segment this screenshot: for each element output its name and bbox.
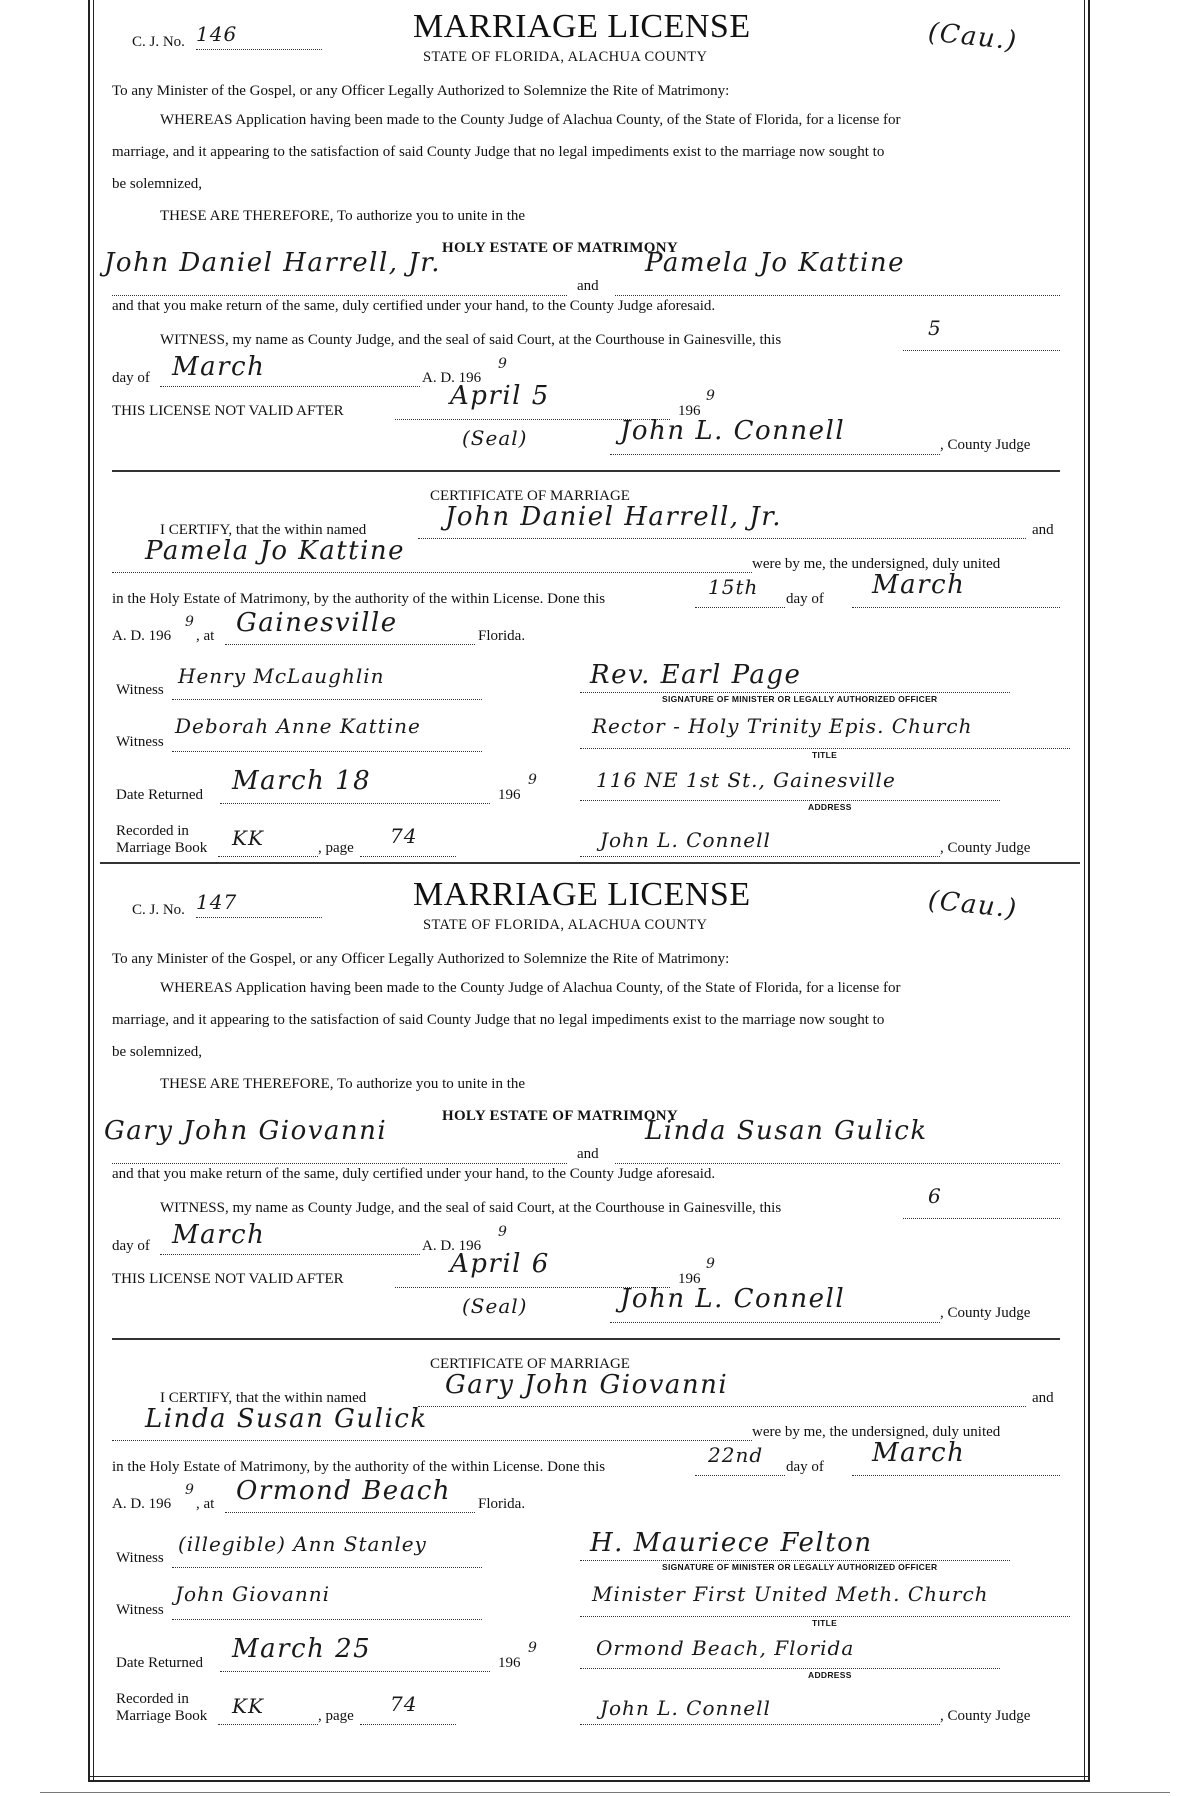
cert-year-digit: 9 [185, 614, 194, 630]
officiant-caption: SIGNATURE OF MINISTER OR LEGALLY AUTHORIZED OFFICER [662, 694, 938, 704]
certify-text: I CERTIFY, that the within named [160, 1390, 367, 1406]
date-returned: March 18 [232, 766, 372, 796]
ad-year-digit: 9 [498, 356, 507, 372]
not-valid-year-label: 196 [678, 403, 701, 419]
not-valid-date: April 6 [450, 1249, 550, 1279]
frame-bottom-outer [40, 1792, 1170, 1793]
cert-groom-name: John Daniel Harrell, Jr. [445, 502, 783, 532]
witness-1-label: Witness [116, 682, 164, 698]
officiant-caption: SIGNATURE OF MINISTER OR LEGALLY AUTHORIZED OFFICER [662, 1562, 938, 1572]
returned-year-label: 196 [498, 1655, 521, 1671]
frame-left [88, 0, 90, 1782]
not-valid-year-label: 196 [678, 1271, 701, 1287]
recorder-signature: John L. Connell [600, 1696, 771, 1720]
ad-label: A. D. 196 [422, 370, 482, 386]
recorder-line [580, 856, 940, 857]
witness-1-line [172, 699, 482, 700]
address-line: To any Minister of the Gospel, or any Officer Legally Authorized to Solemnize the Rite of Matrimony: [112, 83, 730, 99]
done-day: 22nd [708, 1443, 764, 1467]
officiant-address: 116 NE 1st St., Gainesville [596, 768, 896, 792]
done-day: 15th [708, 575, 759, 599]
judge-signature-line [610, 454, 940, 455]
cj-number: 146 [196, 22, 238, 46]
title-caption: TITLE [812, 750, 838, 760]
license-subtitle: STATE OF FLORIDA, ALACHUA COUNTY [423, 49, 708, 65]
judge-signature: John L. Connell [620, 1284, 846, 1314]
judge-signature: John L. Connell [620, 416, 846, 446]
recorder-signature: John L. Connell [600, 828, 771, 852]
recorder-label: , County Judge [940, 840, 1031, 856]
witness-1-label: Witness [116, 1550, 164, 1566]
done-month-line [852, 1475, 1060, 1476]
holy-estate-heading: HOLY ESTATE OF MATRIMONY [442, 1108, 678, 1124]
month-line [160, 1254, 420, 1255]
holy-matrimony-text: in the Holy Estate of Matrimony, by the authority of the within License. Done this [112, 1459, 606, 1475]
ad-year-digit: 9 [498, 1224, 507, 1240]
cj-number-label: C. J. No. [132, 902, 185, 918]
cert-groom-line [418, 538, 1026, 539]
return-line: and that you make return of the same, duly certified under your hand, to the County Judge aforesaid. [112, 298, 716, 314]
address-caption: ADDRESS [808, 802, 852, 812]
groom-line [112, 295, 567, 296]
book-line [218, 856, 318, 857]
done-day-of: day of [786, 591, 824, 607]
holy-matrimony-text: in the Holy Estate of Matrimony, by the authority of the within License. Done this [112, 591, 606, 607]
cert-and-word: and [1032, 522, 1054, 538]
license-subtitle: STATE OF FLORIDA, ALACHUA COUNTY [423, 917, 708, 933]
recorded-label-1: Recorded in [116, 1691, 189, 1707]
cert-at-label: , at [196, 628, 215, 644]
page-label: , page [318, 840, 354, 856]
recorder-line [580, 1724, 940, 1725]
marriage-place: Ormond Beach [236, 1476, 452, 1506]
cert-bride-name: Pamela Jo Kattine [145, 536, 406, 566]
whereas-line-2: marriage, and it appearing to the satisfaction of said County Judge that no legal impediments exist to the marriage now sought to [112, 1012, 885, 1028]
cert-groom-line [418, 1406, 1026, 1407]
certificate-divider [112, 470, 1060, 472]
recorded-label-2: Marriage Book [116, 840, 208, 856]
witness-1-signature: Henry McLaughlin [178, 664, 385, 688]
bride-name: Linda Susan Gulick [645, 1116, 928, 1146]
officiant-line [580, 692, 1010, 693]
done-month: March [872, 1438, 966, 1468]
groom-name: John Daniel Harrell, Jr. [104, 248, 442, 278]
witness-text: WITNESS, my name as County Judge, and the seal of said Court, at the Courthouse in Gainesville, this [160, 1200, 782, 1216]
officiant-address: Ormond Beach, Florida [596, 1636, 855, 1660]
cj-number-line [196, 917, 322, 918]
therefore-line: THESE ARE THEREFORE, To authorize you to unite in the [160, 1076, 526, 1092]
marriage-book: KK [232, 826, 264, 850]
cert-at-label: , at [196, 1496, 215, 1512]
returned-year-label: 196 [498, 787, 521, 803]
cj-number: 147 [196, 890, 238, 914]
date-returned-label: Date Returned [116, 787, 204, 803]
seal-text: (Seal) [462, 1294, 528, 1318]
address-line: To any Minister of the Gospel, or any Officer Legally Authorized to Solemnize the Rite of Matrimony: [112, 951, 730, 967]
certificate-title: CERTIFICATE OF MARRIAGE [430, 488, 630, 504]
officiant-title: Rector - Holy Trinity Epis. Church [592, 714, 973, 738]
record-page: 74 [390, 824, 418, 848]
officiant-signature: Rev. Earl Page [590, 660, 802, 690]
done-day-line [695, 607, 785, 608]
witness-day: 5 [928, 316, 942, 340]
place-line [225, 644, 475, 645]
license-title: MARRIAGE LICENSE [413, 8, 751, 45]
returned-year-digit: 9 [528, 772, 537, 788]
date-returned-line [220, 1671, 490, 1672]
place-line [225, 1512, 475, 1513]
witness-2-line [172, 751, 482, 752]
witness-day-line [903, 1218, 1060, 1219]
officiant-line [580, 1560, 1010, 1561]
title-line [580, 1616, 1070, 1617]
officiant-signature: H. Mauriece Felton [590, 1528, 873, 1558]
and-word: and [577, 278, 599, 294]
bride-line [615, 295, 1060, 296]
frame-right-inner [1084, 0, 1085, 1782]
witness-2-label: Witness [116, 734, 164, 750]
month-line [160, 386, 420, 387]
witness-2-signature: John Giovanni [175, 1582, 330, 1606]
county-judge-label: , County Judge [940, 437, 1031, 453]
not-valid-date: April 5 [450, 381, 550, 411]
title-line [580, 748, 1070, 749]
recorder-label: , County Judge [940, 1708, 1031, 1724]
page-line [360, 1724, 456, 1725]
done-day-of: day of [786, 1459, 824, 1475]
done-day-line [695, 1475, 785, 1476]
cert-year-digit: 9 [185, 1482, 194, 1498]
witness-1-signature: (illegible) Ann Stanley [178, 1532, 427, 1556]
address-line [580, 800, 1000, 801]
cert-ad-label: A. D. 196 [112, 1496, 172, 1512]
recorded-label-2: Marriage Book [116, 1708, 208, 1724]
done-month-line [852, 607, 1060, 608]
record-page: 74 [390, 1692, 418, 1716]
and-word: and [577, 1146, 599, 1162]
license-month: March [172, 352, 266, 382]
cj-number-label: C. J. No. [132, 34, 185, 50]
cert-groom-name: Gary John Giovanni [445, 1370, 729, 1400]
florida-label: Florida. [478, 1496, 526, 1512]
license-divider [100, 862, 1080, 864]
not-valid-year-digit: 9 [706, 388, 715, 404]
whereas-line-3: be solemnized, [112, 176, 202, 192]
witness-day: 6 [928, 1184, 942, 1208]
bride-name: Pamela Jo Kattine [645, 248, 906, 278]
holy-estate-heading: HOLY ESTATE OF MATRIMONY [442, 240, 678, 256]
address-line [580, 1668, 1000, 1669]
bride-line [615, 1163, 1060, 1164]
page-line [360, 856, 456, 857]
witness-day-line [903, 350, 1060, 351]
witness-2-signature: Deborah Anne Kattine [175, 714, 421, 738]
frame-right [1088, 0, 1090, 1782]
license-month: March [172, 1220, 266, 1250]
day-of-label: day of [112, 1238, 150, 1254]
whereas-line-1: WHEREAS Application having been made to the County Judge of Alachua County, of the State of Florida, for a license for [160, 980, 901, 996]
not-valid-label: THIS LICENSE NOT VALID AFTER [112, 403, 344, 419]
witness-text: WITNESS, my name as County Judge, and the seal of said Court, at the Courthouse in Gainesville, this [160, 332, 782, 348]
cert-bride-line [112, 1440, 752, 1441]
cj-number-line [196, 49, 322, 50]
certificate-title: CERTIFICATE OF MARRIAGE [430, 1356, 630, 1372]
united-text: were by me, the undersigned, duly united [752, 1424, 1001, 1440]
judge-signature-line [610, 1322, 940, 1323]
certify-text: I CERTIFY, that the within named [160, 522, 367, 538]
cert-bride-name: Linda Susan Gulick [145, 1404, 428, 1434]
florida-label: Florida. [478, 628, 526, 644]
certificate-divider [112, 1338, 1060, 1340]
page-label: , page [318, 1708, 354, 1724]
whereas-line-3: be solemnized, [112, 1044, 202, 1060]
frame-bottom-inner [88, 1776, 1090, 1777]
date-returned-line [220, 803, 490, 804]
done-month: March [872, 570, 966, 600]
marriage-place: Gainesville [236, 608, 398, 638]
therefore-line: THESE ARE THEREFORE, To authorize you to unite in the [160, 208, 526, 224]
frame-bottom [88, 1780, 1090, 1782]
corner-note: (Cau.) [926, 17, 1020, 57]
cert-ad-label: A. D. 196 [112, 628, 172, 644]
not-valid-label: THIS LICENSE NOT VALID AFTER [112, 1271, 344, 1287]
frame-left-inner [93, 0, 94, 1782]
date-returned: March 25 [232, 1634, 372, 1664]
returned-year-digit: 9 [528, 1640, 537, 1656]
day-of-label: day of [112, 370, 150, 386]
ad-label: A. D. 196 [422, 1238, 482, 1254]
not-valid-year-digit: 9 [706, 1256, 715, 1272]
groom-line [112, 1163, 567, 1164]
book-line [218, 1724, 318, 1725]
date-returned-label: Date Returned [116, 1655, 204, 1671]
county-judge-label: , County Judge [940, 1305, 1031, 1321]
cert-bride-line [112, 572, 752, 573]
corner-note: (Cau.) [926, 885, 1020, 925]
groom-name: Gary John Giovanni [104, 1116, 388, 1146]
recorded-label-1: Recorded in [116, 823, 189, 839]
witness-1-line [172, 1567, 482, 1568]
address-caption: ADDRESS [808, 1670, 852, 1680]
officiant-title: Minister First United Meth. Church [592, 1582, 989, 1606]
witness-2-line [172, 1619, 482, 1620]
whereas-line-1: WHEREAS Application having been made to the County Judge of Alachua County, of the State of Florida, for a license for [160, 112, 901, 128]
license-title: MARRIAGE LICENSE [413, 876, 751, 913]
seal-text: (Seal) [462, 426, 528, 450]
united-text: were by me, the undersigned, duly united [752, 556, 1001, 572]
return-line: and that you make return of the same, duly certified under your hand, to the County Judge aforesaid. [112, 1166, 716, 1182]
marriage-book: KK [232, 1694, 264, 1718]
whereas-line-2: marriage, and it appearing to the satisfaction of said County Judge that no legal impediments exist to the marriage now sought to [112, 144, 885, 160]
cert-and-word: and [1032, 1390, 1054, 1406]
title-caption: TITLE [812, 1618, 838, 1628]
witness-2-label: Witness [116, 1602, 164, 1618]
